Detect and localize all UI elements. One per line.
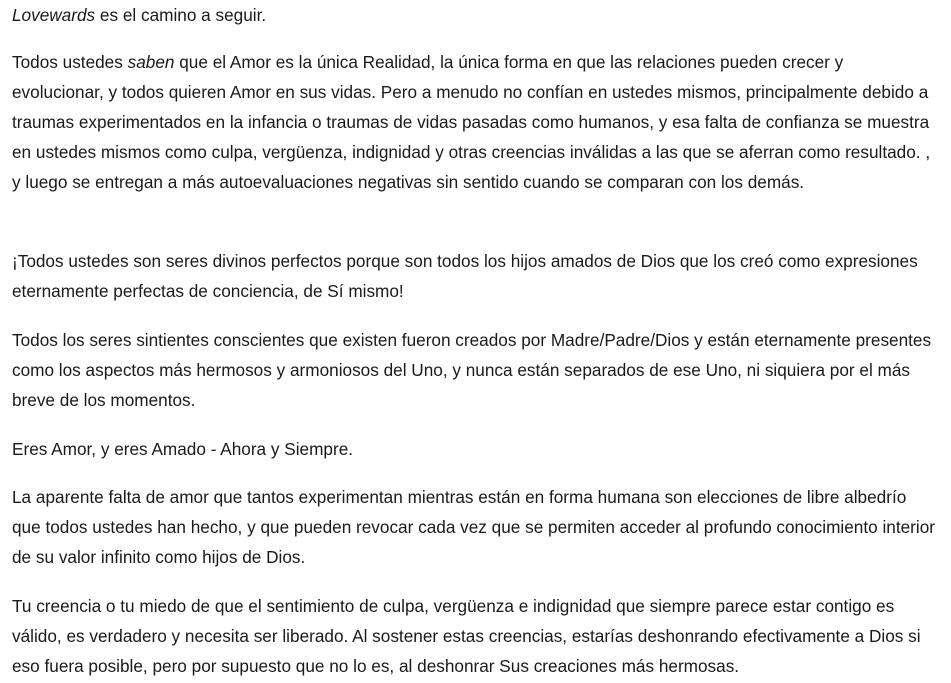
- paragraph-5: Eres Amor, y eres Amado - Ahora y Siempre.: [12, 439, 354, 459]
- paragraph-1-text: es el camino a seguir.: [95, 5, 267, 25]
- paragraph-6: La aparente falta de amor que tantos experimentan mientras están en forma humana son elecciones de libre albedrío que todos ustedes han hecho, y que pueden revocar cada vez que se permiten acceder al profundo conocimiento interior de su valor infinito como hijos de Dios.: [12, 487, 935, 567]
- paragraph-7: Tu creencia o tu miedo de que el sentimiento de culpa, vergüenza e indignidad que siempre parece estar contigo es válido, es verdadero y necesita ser liberado. Al sostener estas creencias, estarías deshonrando efectivamente a Dios si eso fuera posible, pero por supuesto que no lo es, al deshonrar Sus creaciones más hermosas.: [12, 596, 921, 676]
- paragraph-4: Todos los seres sintientes conscientes que existen fueron creados por Madre/Padre/Dios y están eternamente presentes como los aspectos más hermosos y armoniosos del Uno, y nunca están separados de ese Uno, ni siquiera por el más breve de los momentos.: [12, 330, 932, 410]
- paragraph-3: ¡Todos ustedes son seres divinos perfectos porque son todos los hijos amados de Dios que los creó como expresiones eternamente perfectas de conciencia, de Sí mismo!: [12, 251, 918, 301]
- emphasis-saben: saben: [127, 52, 175, 72]
- paragraph-2-lead: Todos ustedes: [12, 52, 128, 72]
- emphasis-lovewards: Lovewards: [12, 5, 96, 25]
- paragraph-2-text: que el Amor es la única Realidad, la única forma en que las relaciones pueden crecer y evolucionar, y todos quieren Amor en sus vidas. Pero a menudo no confían en ustedes mismos, principalmente debido a traumas experimentados en la infancia o traumas de vidas pasadas como humanos, y esa falta de confianza se muestra en ustedes mismos como culpa, vergüenza, indignidad y otras creencias inválidas a las que se aferran como resultado. , y luego se entregan a más autoevaluaciones negativas sin sentido cuando se comparan con los demás.: [12, 52, 931, 192]
- paragraph-2: [12, 47, 939, 197]
- paragraph-1: [12, 0, 939, 30]
